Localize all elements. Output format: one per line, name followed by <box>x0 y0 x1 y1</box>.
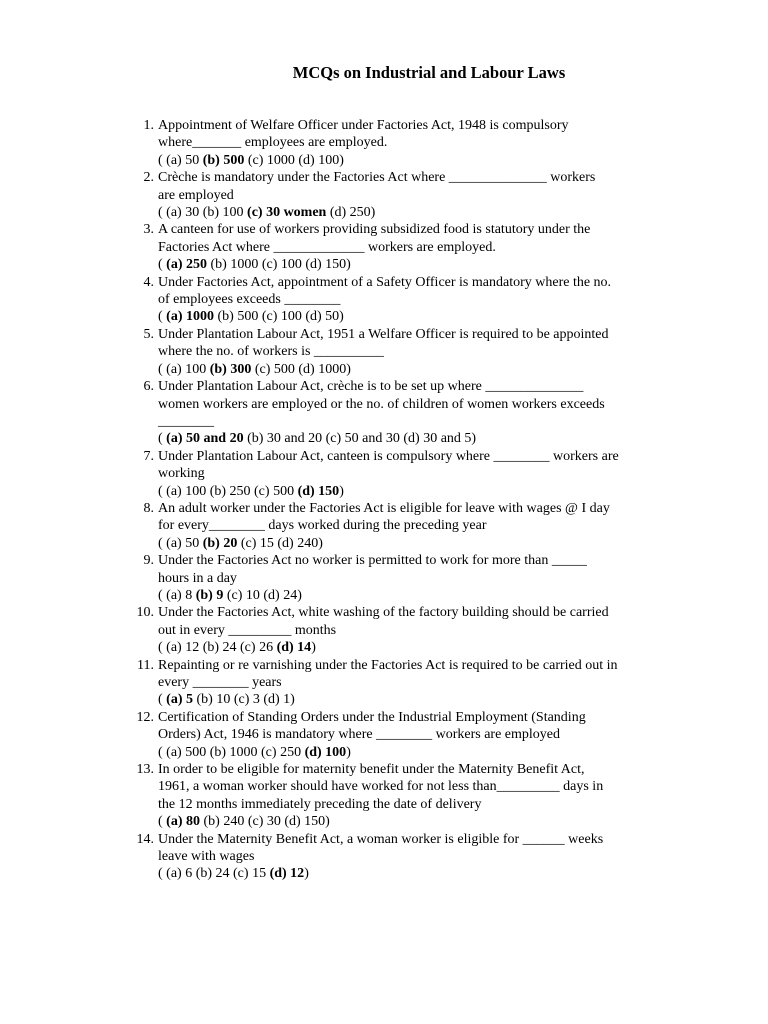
option-text: (b) 10 (c) 3 (d) 1) <box>193 692 295 708</box>
question-text-line: Under the Maternity Benefit Act, a woman worker is eligible for ______ weeks <box>158 831 604 847</box>
option-text: ( <box>158 814 167 830</box>
option-text: ) <box>311 640 316 656</box>
answer-options <box>158 744 668 761</box>
question-text-line: Under Plantation Labour Act, crèche is to be set up where ______________ <box>158 379 584 395</box>
question-text-line: where_______ employees are employed. <box>158 135 388 151</box>
option-text: (b) 30 and 20 (c) 50 and 30 (d) 30 and 5) <box>243 431 477 447</box>
option-text: ( (a) 8 <box>158 587 196 603</box>
answer-options <box>158 152 668 169</box>
question-item <box>128 378 668 448</box>
option-text: ) <box>304 866 309 882</box>
correct-answer: (b) 500 <box>202 152 245 168</box>
question-item <box>128 552 668 604</box>
question-number: 1. <box>143 118 154 133</box>
question-text-line: hours in a day <box>158 570 237 586</box>
question-item <box>128 326 668 378</box>
option-text: (c) 15 (d) 240) <box>237 535 323 551</box>
answer-options <box>158 691 668 708</box>
option-text: ( (a) 6 (b) 24 (c) 15 <box>158 866 270 882</box>
question-item <box>128 604 668 656</box>
question-number: 4. <box>143 274 154 290</box>
question-item <box>128 657 668 709</box>
option-text: ( (a) 30 (b) 100 <box>158 205 248 221</box>
question-item <box>128 274 668 326</box>
question-text-line: for every________ days worked during the preceding year <box>158 518 487 534</box>
question-item <box>128 221 668 273</box>
option-text: ( (a) 50 <box>158 152 203 168</box>
question-text-line: of employees exceeds ________ <box>158 292 341 308</box>
question-number: 10. <box>136 605 154 621</box>
question-number: 8. <box>143 500 154 516</box>
correct-answer: (d) 14 <box>276 640 312 656</box>
question-text-line: Under Plantation Labour Act, canteen is compulsory where ________ workers are <box>158 448 619 464</box>
correct-answer: (c) 30 women <box>247 205 327 221</box>
question-text-line: working <box>158 466 205 482</box>
question-item <box>128 761 668 831</box>
question-list <box>128 117 668 883</box>
option-text: ( (a) 50 <box>158 535 203 551</box>
question-item <box>128 117 668 169</box>
answer-options <box>158 430 668 447</box>
option-text: ) <box>346 744 351 760</box>
correct-answer: (a) 80 <box>166 814 200 830</box>
question-number: 11. <box>137 657 154 673</box>
question-number: 14. <box>136 831 154 847</box>
option-text: ( <box>158 692 167 708</box>
question-number: 9. <box>143 553 154 569</box>
correct-answer: (b) 9 <box>195 587 224 603</box>
option-text: (c) 500 (d) 1000) <box>251 361 351 377</box>
answer-options <box>158 865 668 882</box>
option-text: (d) 250) <box>326 205 376 221</box>
answer-options <box>158 813 668 830</box>
option-text: ( (a) 100 <box>158 361 210 377</box>
question-number: 13. <box>136 762 154 778</box>
option-text: (b) 500 (c) 100 (d) 50) <box>214 309 344 325</box>
question-number: 5. <box>143 326 154 342</box>
correct-answer: (a) 250 <box>166 257 207 273</box>
option-text: (b) 240 (c) 30 (d) 150) <box>200 814 330 830</box>
question-number: 2. <box>143 170 154 186</box>
question-text-line: out in every _________ months <box>158 622 337 638</box>
question-number: 3. <box>143 222 154 238</box>
answer-options <box>158 639 668 656</box>
question-text-line: where the no. of workers is __________ <box>158 344 384 360</box>
question-text-line: 1961, a woman worker should have worked for not less than_________ days in <box>158 779 604 795</box>
correct-answer: (d) 150 <box>297 483 340 499</box>
question-item <box>128 448 668 500</box>
question-text-line: Under the Factories Act no worker is permitted to work for more than _____ <box>158 553 587 569</box>
question-text-line: every ________ years <box>158 675 282 690</box>
option-text: (c) 1000 (d) 100) <box>244 152 344 168</box>
answer-options <box>158 361 668 378</box>
option-text: ( (a) 100 (b) 250 (c) 500 <box>158 483 298 499</box>
correct-answer: (a) 1000 <box>166 309 214 325</box>
question-text-line: Under the Factories Act, white washing of the factory building should be carried <box>158 605 609 621</box>
question-text-line: Orders) Act, 1946 is mandatory where ________ workers are employed <box>158 727 561 743</box>
question-item <box>128 500 668 552</box>
question-text-line: An adult worker under the Factories Act is eligible for leave with wages @ I day <box>158 500 610 516</box>
question-text-line: Under Factories Act, appointment of a Safety Officer is mandatory where the no. <box>158 274 612 290</box>
answer-options <box>158 256 668 273</box>
option-text: ) <box>339 483 344 499</box>
question-item <box>128 831 668 883</box>
question-number: 12. <box>136 709 154 725</box>
question-text-line: Factories Act where _____________ workers are employed. <box>158 239 496 255</box>
answer-options <box>158 535 668 552</box>
answer-options <box>158 204 668 221</box>
question-text-line: ________ <box>158 413 214 429</box>
option-text: ( (a) 12 (b) 24 (c) 26 <box>158 640 277 656</box>
correct-answer: (d) 12 <box>269 866 305 882</box>
question-text-line: leave with wages <box>158 849 255 865</box>
question-text-line: A canteen for use of workers providing subsidized food is statutory under the <box>158 222 591 238</box>
correct-answer: (d) 100 <box>304 744 347 760</box>
option-text: (c) 10 (d) 24) <box>223 587 302 603</box>
answer-options <box>158 483 668 500</box>
correct-answer: (a) 50 and 20 <box>166 431 244 447</box>
question-number: 7. <box>143 448 154 464</box>
question-number: 6. <box>143 379 154 395</box>
option-text: ( <box>158 309 167 325</box>
option-text: ( (a) 500 (b) 1000 (c) 250 <box>158 744 305 760</box>
correct-answer: (b) 300 <box>209 361 252 377</box>
answer-options <box>158 587 668 604</box>
answer-options <box>158 308 668 325</box>
question-item <box>128 169 668 221</box>
option-text: ( <box>158 257 167 273</box>
page-title: MCQs on Industrial and Labour Laws <box>292 63 566 82</box>
correct-answer: (b) 20 <box>202 535 238 551</box>
question-text-line: Repainting or re varnishing under the Factories Act is required to be carried out in <box>158 657 618 673</box>
correct-answer: (a) 5 <box>166 692 193 708</box>
question-text-line: women workers are employed or the no. of children of women workers exceeds <box>158 396 605 412</box>
question-text-line: Crèche is mandatory under the Factories Act where ______________ workers <box>158 170 596 186</box>
question-text-line: the 12 months immediately preceding the date of delivery <box>158 796 482 812</box>
question-text-line: In order to be eligible for maternity benefit under the Maternity Benefit Act, <box>158 762 585 778</box>
question-text-line: are employed <box>158 187 234 203</box>
question-item <box>128 709 668 761</box>
question-text-line: Certification of Standing Orders under the Industrial Employment (Standing <box>158 709 586 725</box>
question-text-line: Under Plantation Labour Act, 1951 a Welfare Officer is required to be appointed <box>158 326 609 342</box>
option-text: (b) 1000 (c) 100 (d) 150) <box>207 257 351 273</box>
option-text: ( <box>158 431 167 447</box>
question-text-line: Appointment of Welfare Officer under Factories Act, 1948 is compulsory <box>158 118 569 133</box>
